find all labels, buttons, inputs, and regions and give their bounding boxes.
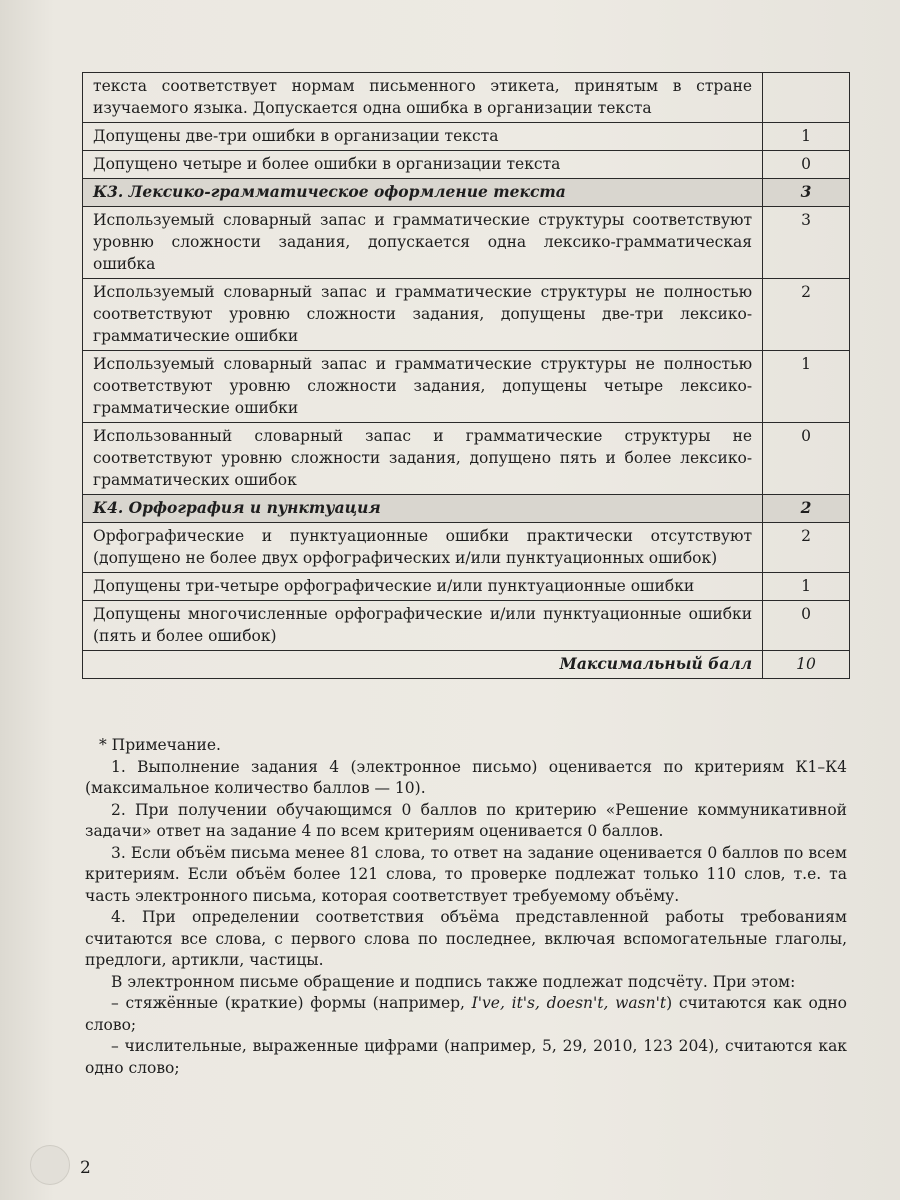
page-number: 2 [80, 1158, 91, 1178]
notes-section [85, 735, 847, 1079]
table-row [83, 351, 850, 423]
criterion-score: 1 [763, 573, 850, 601]
max-score-label: Максимальный балл [83, 651, 763, 679]
criterion-description: Допущены многочисленные орфографические и/или пунктуационные ошибки (пять и более ошибок) [83, 601, 763, 651]
criterion-description: Допущены три-четыре орфографические и/или пунктуационные ошибки [83, 573, 763, 601]
criteria-table-body [83, 73, 850, 679]
max-score-value: 10 [763, 651, 850, 679]
table-row [83, 123, 850, 151]
table-row [83, 601, 850, 651]
criterion-score: 1 [763, 351, 850, 423]
table-row [83, 523, 850, 573]
criterion-description: Используемый словарный запас и грамматические структуры не полностью соответствуют уровню сложности задания, допущены две-три лексико- грамматические ошибки [83, 279, 763, 351]
table-row [83, 151, 850, 179]
note-3: 3. Если объём письма менее 81 слова, то ответ на задание оценивается 0 баллов по всем критериям. Если объём более 121 слова, то проверке подлежат только 110 слов, т.е. та часть электронного письма, которая соответствует требуемому объёму. [85, 843, 847, 905]
section-score: 3 [763, 179, 850, 207]
bullet-text-end: ) считаются как одно слово; [85, 994, 847, 1034]
note-bullet-numerals: – числительные, выраженные цифрами (например, 5, 29, 2010, 123 204), считаются как одно слово; [85, 1037, 847, 1077]
criterion-description: Используемый словарный запас и грамматические структуры не полностью соответствуют уровню сложности задания, допущены четыре лексико- грамматические ошибки [83, 351, 763, 423]
table-row [83, 73, 850, 123]
note-1: 1. Выполнение задания 4 (электронное письмо) оценивается по критериям К1–К4 (максимальное количество баллов — 10). [85, 757, 847, 797]
criterion-description: Допущено четыре и более ошибки в организации текста [83, 151, 763, 179]
criterion-score: 1 [763, 123, 850, 151]
table-row [83, 279, 850, 351]
section-row-k4 [83, 495, 850, 523]
criteria-table [82, 72, 850, 679]
criterion-score: 2 [763, 279, 850, 351]
table-row [83, 423, 850, 495]
criterion-description: Использованный словарный запас и грамматические структуры не соответствуют уровню сложности задания, допущено пять и более лексико-грамматических ошибок [83, 423, 763, 495]
note-4: 4. При определении соответствия объёма представленной работы требованиям считаются все слова, с первого слова по последнее, включая вспомогательные глаголы, предлоги, артикли, частицы. [85, 908, 847, 969]
section-title: К4. Орфография и пунктуация [83, 495, 763, 523]
bullet-text-start: – стяжённые (краткие) формы (например, [111, 994, 472, 1012]
criterion-score: 0 [763, 151, 850, 179]
criterion-score: 0 [763, 601, 850, 651]
section-row-k3 [83, 179, 850, 207]
note-2: 2. При получении обучающимся 0 баллов по критерию «Решение коммуникативной задачи» ответ на задание 4 по всем критериям оценивается 0 баллов. [85, 800, 847, 840]
faded-page-mark [30, 1145, 70, 1185]
criterion-description: Используемый словарный запас и грамматические структуры соответствуют уровню сложности задания, допускается одна лексико-грамматическая ошибка [83, 207, 763, 279]
criterion-score [763, 73, 850, 123]
criterion-score: 2 [763, 523, 850, 573]
section-score: 2 [763, 495, 850, 523]
table-row [83, 207, 850, 279]
bullet-examples: I've, it's, doesn't, wasn't [471, 994, 667, 1012]
criterion-score: 0 [763, 423, 850, 495]
total-row [83, 651, 850, 679]
criterion-description: Допущены две-три ошибки в организации текста [83, 123, 763, 151]
table-row [83, 573, 850, 601]
criterion-description: текста соответствует нормам письменного этикета, принятым в стране изучаемого языка. Допускается одна ошибка в организации текста [83, 73, 763, 123]
section-title: К3. Лексико-грамматическое оформление текста [83, 179, 763, 207]
criterion-description: Орфографические и пунктуационные ошибки практически отсутствуют (допущено не более двух орфографических и/или пунктуационных ошибок) [83, 523, 763, 573]
notes-title: * Примечание. [99, 736, 221, 754]
criterion-score: 3 [763, 207, 850, 279]
note-bullet-contractions [85, 993, 847, 1036]
note-paragraph-count: В электронном письме обращение и подпись также подлежат подсчёту. При этом: [111, 972, 796, 991]
